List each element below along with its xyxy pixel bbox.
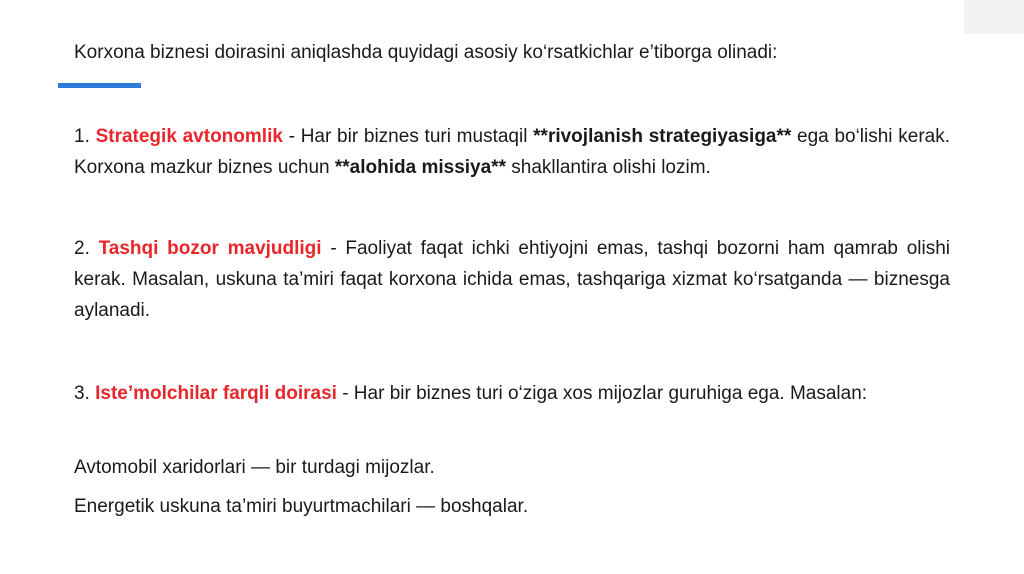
item-3-text: - Har bir biznes turi o‘ziga xos mijozlar guruhiga ega. Masalan: <box>336 383 868 404</box>
item-3-term: Iste’molchilar farqli doirasi <box>95 383 337 404</box>
slide-heading: Korxona biznesi doirasini aniqlashda quyidagi asosiy ko‘rsatkichlar e’tiborga olinadi: <box>74 42 778 63</box>
item-1 <box>74 121 950 183</box>
item-2-term: Tashqi bozor mavjudligi <box>98 238 322 259</box>
example-1: Avtomobil xaridorlari — bir turdagi mijozlar. <box>74 457 435 478</box>
item-2-number: 2. <box>74 238 99 259</box>
item-3-number: 3. <box>74 383 96 404</box>
item-2-text: - Faoliyat faqat ichki ehtiyojni emas, tashqi bozorni ham qamrab olishi kerak. Masalan, uskuna ta’miri faqat korxona ichida emas, tashqariga xizmat ko‘rsatganda — biznesga aylanadi. <box>74 238 950 321</box>
item-1-bold-b: **alohida missiya** <box>334 157 506 178</box>
corner-decoration <box>964 0 1024 34</box>
example-2: Energetik uskuna ta’miri buyurtmachilari — boshqalar. <box>74 496 529 517</box>
item-1-text-c: shakllantira olishi lozim. <box>505 157 711 178</box>
item-1-number: 1. <box>74 126 96 147</box>
item-1-text-a: - Har bir biznes turi mustaqil <box>282 126 534 147</box>
item-1-term: Strategik avtonomlik <box>95 126 283 147</box>
item-1-text-b: ega bo‘lishi kerak. Korxona mazkur biznes uchun <box>74 126 950 178</box>
item-2 <box>74 233 950 326</box>
item-3 <box>74 378 950 409</box>
accent-bar <box>58 83 141 88</box>
item-1-bold-a: **rivojlanish strategiyasiga** <box>533 126 792 147</box>
